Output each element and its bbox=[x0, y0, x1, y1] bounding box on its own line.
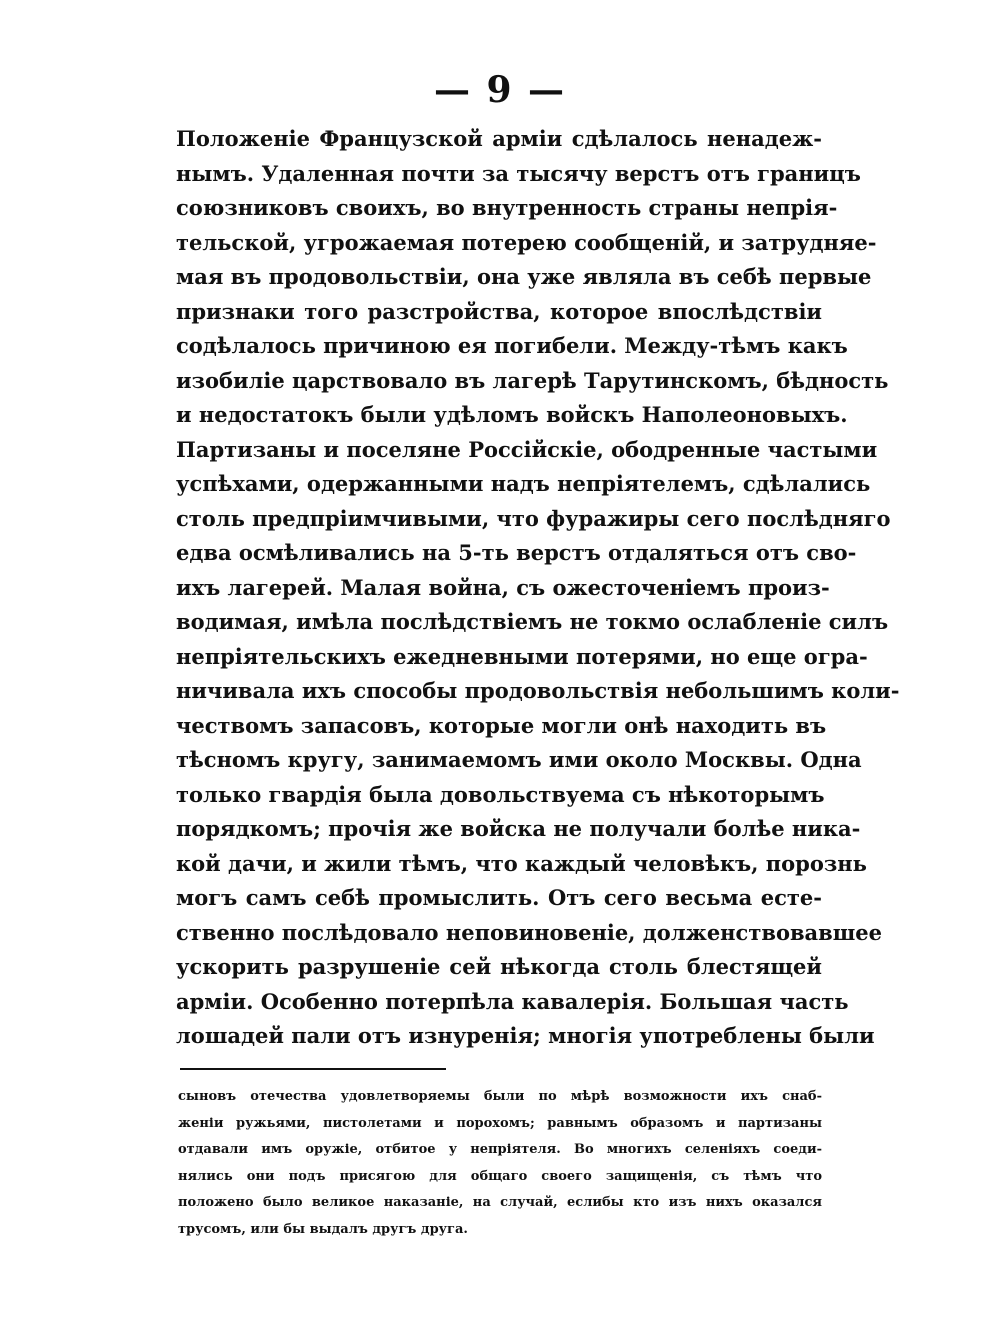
footnote-line: положено было великое наказаніе, на случай, еслибы кто изъ нихъ оказался bbox=[178, 1195, 822, 1210]
text-line: ускорить разрушеніе сей нѣкогда столь блестящей bbox=[176, 954, 822, 979]
footnote-line: сыновъ отечества удовлетворяемы были по мѣрѣ возможности ихъ снаб- bbox=[178, 1089, 822, 1104]
text-line: чествомъ запасовъ, которые могли онѣ находить въ bbox=[176, 712, 827, 738]
text-line: порядкомъ; прочія же войска не получали болѣе ника- bbox=[176, 816, 861, 841]
footnote-line: женіи ружьями, пистолетами и порохомъ; равнымъ образомъ и партизаны bbox=[178, 1115, 822, 1131]
text-line: содѣлалось причиною ея погибели. Между-тѣмъ какъ bbox=[176, 333, 848, 358]
text-line: союзниковъ своихъ, во внутренность страны непрія- bbox=[176, 195, 838, 220]
text-line: мая въ продовольствіи, она уже являла въ себѣ первые bbox=[176, 264, 872, 289]
text-line: успѣхами, одержанными надъ непріятелемъ, сдѣлались bbox=[176, 471, 871, 496]
footnote-block bbox=[178, 1084, 822, 1243]
text-line: лошадей пали отъ изнуренія; многія употреблены были bbox=[176, 1023, 875, 1048]
footnote-line: отдавали имъ оружіе, отбитое у непріятеля. Во многихъ селеніяхъ соеди- bbox=[178, 1142, 822, 1157]
text-line: изобиліе царствовало въ лагерѣ Тарутинскомъ, бѣдность bbox=[176, 367, 889, 393]
text-line: кой дачи, и жили тѣмъ, что каждый человѣкъ, порознь bbox=[176, 850, 867, 876]
text-line: могъ самъ себѣ промыслить. Отъ сего весьма есте- bbox=[176, 885, 822, 910]
text-line: Партизаны и поселяне Россійскіе, ободренные частыми bbox=[176, 436, 878, 462]
page-number: — 9 — bbox=[433, 69, 567, 111]
text-line: водимая, имѣла послѣдствіемъ не токмо ослабленіе силъ bbox=[176, 609, 889, 634]
main-text-block bbox=[176, 122, 900, 1054]
text-line: едва осмѣливались на 5-ть верстъ отдаляться отъ сво- bbox=[176, 540, 857, 565]
text-line: нымъ. Удаленная почти за тысячу верстъ отъ границъ bbox=[176, 160, 861, 186]
text-line: Положеніе Французской арміи сдѣлалось ненадеж- bbox=[176, 126, 822, 151]
text-line: тельской, угрожаемая потерею сообщеній, и затрудняе- bbox=[176, 229, 877, 255]
text-line: ихъ лагерей. Малая война, съ ожесточеніемъ произ- bbox=[176, 574, 830, 600]
text-line: ственно послѣдовало неповиновеніе, долженствовавшее bbox=[176, 919, 883, 945]
text-line: тѣсномъ кругу, занимаемомъ ими около Москвы. Одна bbox=[176, 747, 862, 772]
footnote-divider bbox=[180, 1068, 446, 1070]
text-line: и недостатокъ были удѣломъ войскъ Наполеоновыхъ. bbox=[176, 402, 848, 427]
text-line: арміи. Особенно потерпѣла кавалерія. Большая часть bbox=[176, 988, 849, 1014]
text-line: непріятельскихъ ежедневными потерями, но еще огра- bbox=[176, 643, 868, 669]
footnote-line: трусомъ, или бы выдалъ другъ друга. bbox=[178, 1221, 468, 1237]
text-line: только гвардія была довольствуема съ нѣкоторымъ bbox=[176, 781, 825, 807]
text-line: столь предпріимчивыми, что фуражиры сего послѣдняго bbox=[176, 505, 891, 531]
text-line: ничивала ихъ способы продовольствія небольшимъ коли- bbox=[176, 678, 900, 703]
text-line: признаки того разстройства, которое впослѣдствіи bbox=[176, 298, 822, 324]
footnote-line: нялись они подъ присягою для общаго своего защищенія, съ тѣмъ что bbox=[178, 1168, 822, 1184]
